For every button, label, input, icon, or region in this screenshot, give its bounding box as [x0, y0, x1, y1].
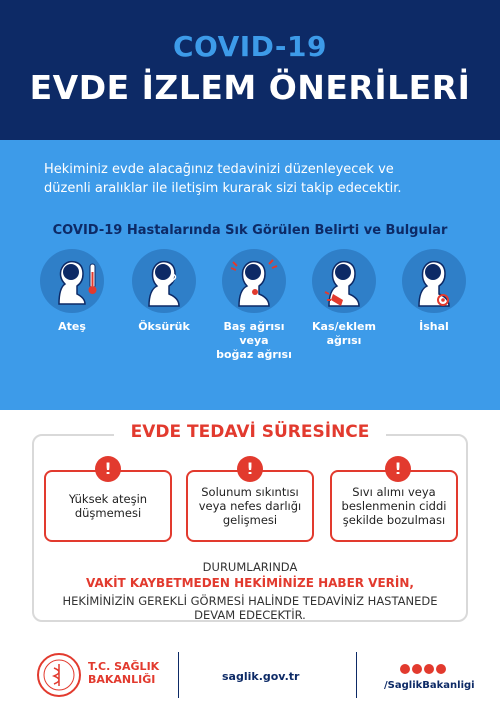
card-line2: veya nefes darlığı: [198, 499, 302, 513]
social-icons: [400, 664, 446, 674]
intro-line-1: Hekiminiz evde alacağınız tedavinizi düzenleyecek ve: [44, 162, 394, 177]
symptom-label: İshal: [419, 320, 449, 333]
symptom-headache: [206, 248, 302, 362]
symptom-fever: [24, 248, 120, 334]
warning-card-nutrition: [330, 470, 458, 542]
symptom-label-line1: Kas/eklem: [312, 320, 376, 333]
fever-thermometer-icon: [39, 248, 105, 314]
hospital-note: [40, 594, 460, 622]
youtube-icon[interactable]: [424, 664, 434, 674]
note-line2: DEVAM EDECEKTİR.: [194, 608, 306, 622]
headache-icon: [221, 248, 287, 314]
warning-icon: !: [237, 456, 263, 482]
intro-line-2: düzenli aralıklar ile iletişim kurarak sizi takip edecektir.: [44, 181, 402, 196]
twitter-icon[interactable]: [412, 664, 422, 674]
symptoms-title: COVID-19 Hastalarında Sık Görülen Belirti ve Bulgular: [52, 223, 448, 238]
symptom-label-line2: ağrısı: [326, 334, 362, 347]
intro-text: [44, 160, 464, 198]
symptom-label: Ateş: [58, 320, 86, 333]
header-banner: [0, 0, 500, 140]
website-link[interactable]: saglik.gov.tr: [222, 670, 300, 683]
instagram-icon[interactable]: [436, 664, 446, 674]
card-line3: gelişmesi: [222, 513, 278, 527]
warning-card-high-fever: [44, 470, 172, 542]
card-line2: beslenmenin ciddi: [341, 499, 447, 513]
ministry-name: [88, 660, 159, 686]
diarrhea-icon: [401, 248, 467, 314]
card-line1: Sıvı alımı veya: [352, 485, 436, 499]
footer-divider: [178, 652, 179, 698]
header-subtitle: COVID-19: [172, 30, 328, 63]
treatment-title: EVDE TEDAVİ SÜRESİNCE: [114, 422, 386, 442]
header-title: EVDE İZLEM ÖNERİLERİ: [29, 68, 471, 107]
card-line1: Solunum sıkıntısı: [201, 485, 299, 499]
conditions-text: DURUMLARINDA: [202, 560, 298, 574]
facebook-icon[interactable]: [400, 664, 410, 674]
footer-divider: [356, 652, 357, 698]
ministry-line2: BAKANLIĞI: [88, 673, 156, 686]
symptom-muscle-pain: [296, 248, 392, 348]
warning-icon: !: [385, 456, 411, 482]
note-line1: HEKİMİNİZİN GEREKLİ GÖRMESİ HALİNDE TEDAVİNİZ HASTANEDE: [62, 594, 438, 608]
symptom-cough: [116, 248, 212, 334]
warning-card-breathing: [186, 470, 314, 542]
card-line2: düşmemesi: [74, 506, 142, 520]
card-line3: şekilde bozulması: [342, 513, 446, 527]
ministry-logo-icon: [36, 652, 82, 698]
symptom-label-line3: boğaz ağrısı: [216, 348, 292, 361]
symptom-diarrhea: [386, 248, 482, 334]
symptom-label-line2: veya: [239, 334, 269, 347]
alert-text: VAKİT KAYBETMEDEN HEKİMİNİZE HABER VERİN,: [86, 576, 414, 590]
card-line1: Yüksek ateşin: [68, 492, 148, 506]
social-handle[interactable]: /SaglikBakanligi: [384, 680, 475, 691]
symptom-label: Öksürük: [138, 320, 190, 333]
ministry-line1: T.C. SAĞLIK: [88, 660, 160, 673]
cough-icon: [131, 248, 197, 314]
muscle-pain-icon: [311, 248, 377, 314]
warning-icon: !: [95, 456, 121, 482]
symptoms-section: [0, 140, 500, 410]
symptom-label-line1: Baş ağrısı: [223, 320, 285, 333]
